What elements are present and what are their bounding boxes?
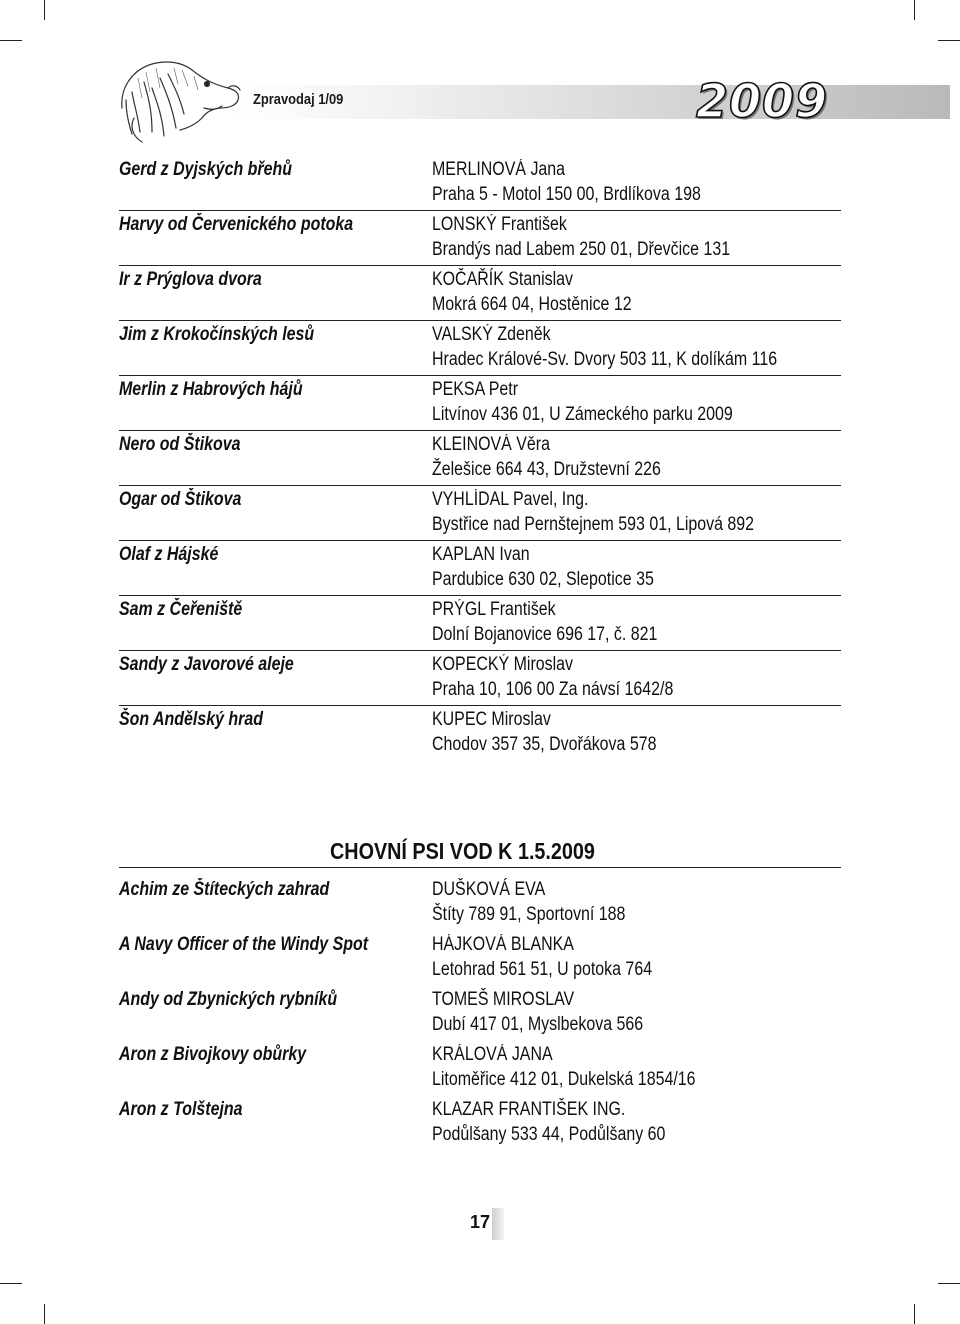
owner-name: KLAZAR FRANTIŠEK ING. xyxy=(432,1099,626,1120)
crop-mark xyxy=(44,1304,45,1324)
dog-name: Ir z Prýglova dvora xyxy=(119,269,262,290)
list-item xyxy=(119,485,841,541)
owner-name: TOMEŠ MIROSLAV xyxy=(432,989,575,1010)
dog-name: Harvy od Červenického potoka xyxy=(119,214,354,235)
dog-name: Aron z Bivojkovy obůrky xyxy=(119,1044,307,1065)
list-item xyxy=(119,930,841,985)
crop-mark xyxy=(938,40,960,41)
dog-name: Achim ze Štíteckých zahrad xyxy=(119,879,330,900)
owner-address: Brandýs nad Labem 250 01, Dřevčice 131 xyxy=(432,239,731,260)
list-item xyxy=(119,155,841,211)
owner-address: Praha 10, 106 00 Za návsí 1642/8 xyxy=(432,679,674,700)
owner-address: Podůlšany 533 44, Podůlšany 60 xyxy=(432,1124,666,1145)
crop-mark xyxy=(914,1304,915,1324)
section-title: CHOVNÍ PSI VOD K 1.5.2009 xyxy=(330,838,595,864)
dog-name: Jim z Krokočínských lesů xyxy=(119,324,315,345)
owner-name: KRÁLOVÁ JANA xyxy=(432,1044,553,1065)
crop-mark xyxy=(0,40,22,41)
dog-name: Nero od Štikova xyxy=(119,434,241,455)
crop-mark xyxy=(44,0,45,20)
list-item xyxy=(119,875,841,930)
list-item xyxy=(119,705,841,760)
year-heading: 2009 xyxy=(696,74,829,128)
owner-name: DUŠKOVÁ EVA xyxy=(432,879,546,900)
owner-address: Letohrad 561 51, U potoka 764 xyxy=(432,959,653,980)
owner-address: Želešice 664 43, Družstevní 226 xyxy=(432,459,661,480)
owner-address: Litoměřice 412 01, Dukelská 1854/16 xyxy=(432,1069,696,1090)
list-item xyxy=(119,430,841,486)
dog-name: Aron z Tolštejna xyxy=(119,1099,243,1120)
running-title: Zpravodaj 1/09 xyxy=(253,91,344,108)
owner-name: KAPLAN Ivan xyxy=(432,544,530,565)
page-number-shade xyxy=(492,1208,504,1240)
owner-address: Litvínov 436 01, U Zámeckého parku 2009 xyxy=(432,404,733,425)
crop-mark xyxy=(914,0,915,20)
list-item xyxy=(119,320,841,376)
owner-name: KOČAŘÍK Stanislav xyxy=(432,269,574,290)
owner-name: KOPECKÝ Miroslav xyxy=(432,654,574,675)
list-item xyxy=(119,540,841,596)
list-item xyxy=(119,985,841,1040)
dog-name: Olaf z Hájské xyxy=(119,544,219,565)
dog-name: Andy od Zbynických rybníků xyxy=(119,989,338,1010)
owner-address: Pardubice 630 02, Slepotice 35 xyxy=(432,569,654,590)
list-item xyxy=(119,595,841,651)
dog-name: Šon Andělský hrad xyxy=(119,709,263,730)
owner-address: Dubí 417 01, Myslbekova 566 xyxy=(432,1014,644,1035)
owner-name: KLEINOVÁ Věra xyxy=(432,434,550,455)
crop-mark xyxy=(0,1283,22,1284)
owner-address: Mokrá 664 04, Hostěnice 12 xyxy=(432,294,632,315)
list-item xyxy=(119,1040,841,1095)
owner-address: Chodov 357 35, Dvořákova 578 xyxy=(432,734,657,755)
list-item xyxy=(119,650,841,706)
owner-name: PEKSA Petr xyxy=(432,379,519,400)
dog-name: Sam z Čeřeniště xyxy=(119,599,243,620)
page-number: 17 xyxy=(470,1212,491,1232)
owner-name: MERLINOVÁ Jana xyxy=(432,159,566,180)
divider xyxy=(119,867,841,868)
list-item xyxy=(119,210,841,266)
dog-name: Merlin z Habrových hájů xyxy=(119,379,303,400)
dog-name: A Navy Officer of the Windy Spot xyxy=(119,934,369,955)
dog-name: Ogar od Štikova xyxy=(119,489,242,510)
owner-name: LONSKÝ František xyxy=(432,214,567,235)
owner-address: Hradec Králové-Sv. Dvory 503 11, K dolíkám 116 xyxy=(432,349,778,370)
hunting-dog-head-icon xyxy=(112,48,246,144)
owner-name: KUPEC Miroslav xyxy=(432,709,551,730)
list-item xyxy=(119,265,841,321)
owner-name: HÁJKOVÁ BLANKA xyxy=(432,934,574,955)
dog-name: Sandy z Javorové aleje xyxy=(119,654,294,675)
list-item xyxy=(119,375,841,431)
crop-mark xyxy=(938,1283,960,1284)
owner-name: VYHLÍDAL Pavel, Ing. xyxy=(432,489,589,510)
owner-address: Bystřice nad Pernštejnem 593 01, Lipová 892 xyxy=(432,514,755,535)
owner-address: Dolní Bojanovice 696 17, č. 821 xyxy=(432,624,658,645)
owner-address: Praha 5 - Motol 150 00, Brdlíkova 198 xyxy=(432,184,701,205)
owner-name: PRÝGL František xyxy=(432,599,556,620)
owner-name: VALSKÝ Zdeněk xyxy=(432,324,551,345)
owner-address: Štíty 789 91, Sportovní 188 xyxy=(432,904,626,925)
list-item xyxy=(119,1095,841,1150)
dog-name: Gerd z Dyjských břehů xyxy=(119,159,292,180)
